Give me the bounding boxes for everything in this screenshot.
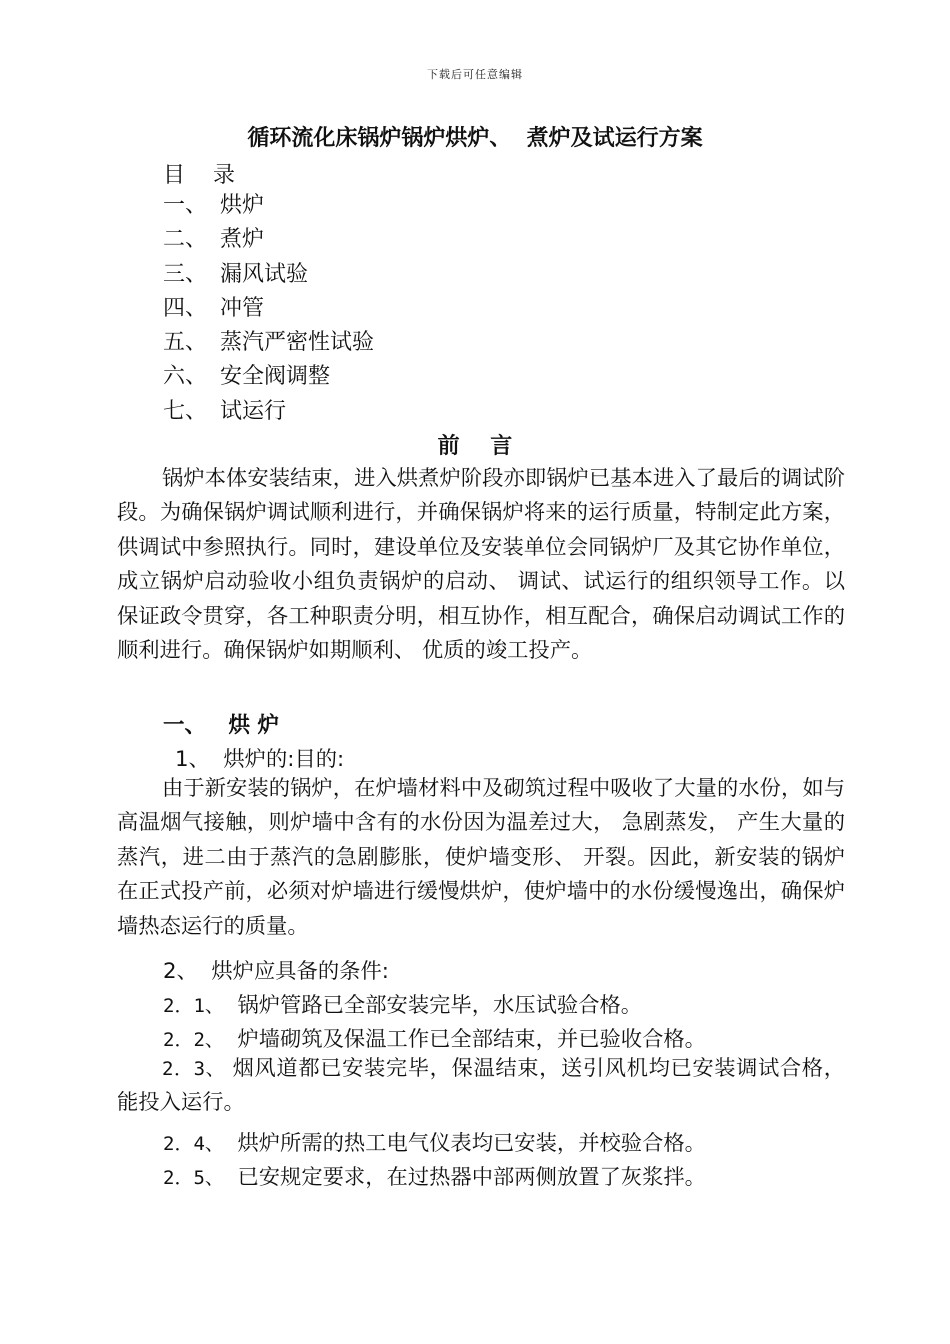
subsection-title: 1、 烘炉的:目的: xyxy=(175,747,345,772)
toc-item-label: 煮炉 xyxy=(220,227,265,253)
toc-item-label: 试运行 xyxy=(220,398,287,424)
purpose-paragraph: 由于新安装的锅炉，在炉墙材料中及砌筑过程中吸收了大量的水份，如与高温烟气接触，则炉墙中含有的水份因为温差过大， 急剧蒸发， 产生大量的蒸汽，进二由于蒸汽的急剧膨胀，使炉墙变形、 开裂。因此，新安装的锅炉在正式投产前，必须对炉墙进行缓慢烘炉，使炉墙中的水份缓慢逸出，确保炉墙热态运行的质量。 xyxy=(117,776,845,939)
condition-item xyxy=(163,1160,706,1191)
condition-item xyxy=(163,988,642,1019)
condition-number: 2．5、 xyxy=(163,1167,224,1189)
toc-heading: 目 录 xyxy=(163,163,235,188)
condition-item xyxy=(163,1022,706,1053)
toc-item-number: 四、 xyxy=(163,295,208,321)
subsection-title: 2、 烘炉应具备的条件: xyxy=(163,959,389,984)
table-of-contents xyxy=(163,192,374,432)
condition-text: 已安规定要求，在过热器中部两侧放置了灰浆拌。 xyxy=(237,1165,706,1190)
page-header-note: 下载后可任意编辑 xyxy=(427,68,523,81)
toc-item-label: 漏风试验 xyxy=(220,261,309,287)
toc-item-label: 烘炉 xyxy=(220,193,265,218)
condition-number: 2．2、 xyxy=(163,1029,224,1051)
condition-item xyxy=(163,1126,706,1157)
preface-heading: 前 言 xyxy=(437,434,513,459)
condition-number: 2．3、 xyxy=(162,1058,226,1080)
toc-item-number: 六、 xyxy=(163,364,208,390)
toc-item-number: 一、 xyxy=(163,193,208,218)
toc-item xyxy=(163,226,374,260)
toc-item-number: 七、 xyxy=(163,398,208,424)
preface-paragraph: 锅炉本体安装结束，进入烘煮炉阶段亦即锅炉已基本进入了最后的调试阶段。为确保锅炉调试顺利进行，并确保锅炉将来的运行质量，特制定此方案，供调试中参照执行。同时，建设单位及安装单位会同锅炉厂及其它协作单位，成立锅炉启动验收小组负责锅炉的启动、 调试、试运行的组织领导工作。以保证政令贯穿，各工种职责分明，相互协作，相互配合，确保启动调试工作的顺利进行。确保锅炉如期顺利、 优质的竣工投产。 xyxy=(117,466,845,664)
toc-item-label: 蒸汽严密性试验 xyxy=(220,330,375,356)
condition-text: 锅炉管路已全部安装完毕，水压试验合格。 xyxy=(237,993,643,1018)
toc-item xyxy=(163,398,374,432)
toc-item xyxy=(163,192,374,226)
toc-item-label: 安全阀调整 xyxy=(220,364,331,390)
condition-text: 烟风道都已安装完毕，保温结束，送引风机均已安装调试合格，能投入运行。 xyxy=(117,1056,845,1116)
condition-number: 2．1、 xyxy=(163,995,224,1017)
toc-item xyxy=(163,261,374,295)
toc-item-label: 冲管 xyxy=(220,295,265,321)
condition-text: 炉墙砌筑及保温工作已全部结束，并已验收合格。 xyxy=(237,1027,706,1052)
condition-text: 烘炉所需的热工电气仪表均已安装，并校验合格。 xyxy=(237,1131,706,1156)
toc-item xyxy=(163,295,374,329)
toc-item-number: 二、 xyxy=(163,227,208,253)
section-heading: 一、 烘 炉 xyxy=(163,713,279,738)
toc-item xyxy=(163,329,374,363)
condition-number: 2．4、 xyxy=(163,1133,224,1155)
document-title: 循环流化床锅炉锅炉烘炉、 煮炉及试运行方案 xyxy=(247,126,703,151)
toc-item xyxy=(163,363,374,397)
condition-item xyxy=(117,1052,845,1121)
toc-item-number: 三、 xyxy=(163,261,208,287)
toc-item-number: 五、 xyxy=(163,330,208,356)
